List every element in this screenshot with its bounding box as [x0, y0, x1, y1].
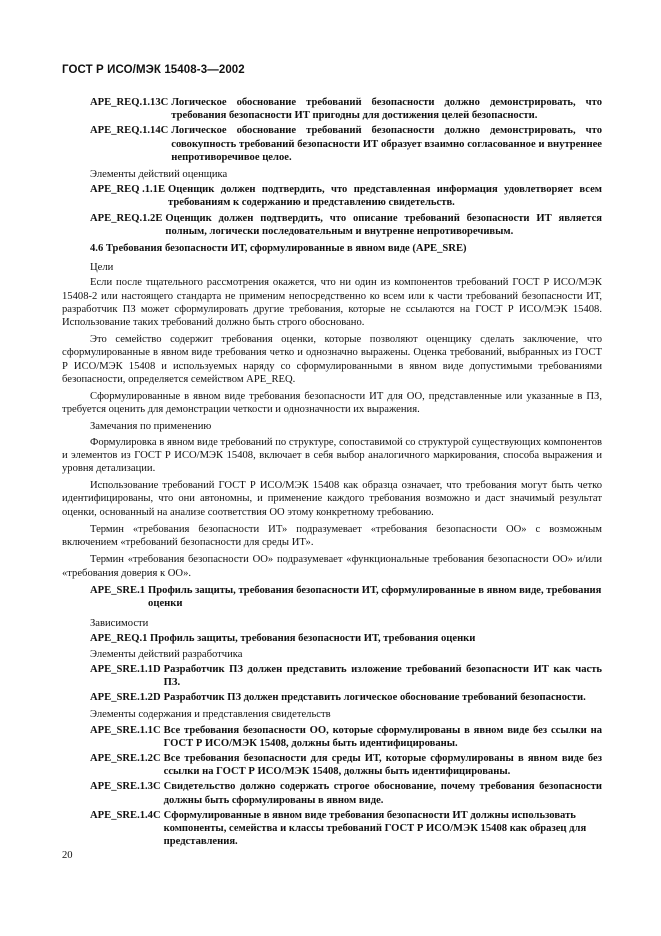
requirement-code: APE_SRE.1.1D — [90, 663, 161, 675]
paragraph: Сформулированные в явном виде требования безопасности ИТ для ОО, представленные или указанные в ПЗ, требуется оценить для демонстрации четкости и однозначности их выражения. — [62, 391, 602, 416]
subsection-label: Элементы действий разработчика — [90, 648, 243, 660]
requirement-item — [90, 663, 602, 689]
requirement-code: APE_REQ.1.13C — [90, 97, 169, 108]
requirement-text: Оценщик должен подтвердить, что описание требований безопасности ИТ является полным, логически последовательным и внутренне непротиворечивым. — [165, 212, 602, 237]
requirement-text: Все требования безопасности ОО, которые сформулированы в явном виде без ссылки на ГОСТ Р ИСО/МЭК 15408, должны быть идентифицированы. — [163, 724, 602, 749]
requirement-text: Все требования безопасности для среды ИТ, которые сформулированы в явном виде без ссылки на ГОСТ Р ИСО/МЭК 15408, должны быть идентифицированы. — [163, 752, 602, 778]
component-heading — [90, 584, 602, 610]
paragraph: Использование требований ГОСТ Р ИСО/МЭК 15408 как образца означает, что требования могут быть четко идентифицированы, что они автономны, и применение каждого требования возможно и даст значимый результат оценки, основанный на анализе соответствия ОО этому конкретному требованию. — [62, 480, 602, 518]
requirement-text: Логическое обоснование требований безопасности должно демонстрировать, что совокупность требований безопасности ИТ образует взаимно согласованное и внутреннее непротиворечивое целое. — [171, 125, 602, 163]
subsection-label: Элементы действий оценщика — [90, 169, 228, 181]
subsection-label: Зависимости — [90, 618, 149, 630]
requirement-text: Сформулированные в явном виде требования безопасности ИТ должны использовать компоненты, семейства и классы требований ГОСТ Р ИСО/МЭК 15408 как образец для представления. — [163, 809, 587, 848]
requirement-text: Свидетельство должно содержать строгое обоснование, почему требования безопасности должны быть сформулированы в явном виде. — [163, 781, 602, 806]
requirement-code: APE_SRE.1.2D — [90, 692, 161, 704]
subsection-label: Цели — [90, 262, 114, 274]
requirement-item — [90, 96, 602, 122]
dependency-text: APE_REQ.1 Профиль защиты, требования безопасности ИТ, требования оценки — [90, 633, 476, 645]
requirement-code: APE_SRE.1.1C — [90, 724, 161, 736]
section-heading: 4.6 Требования безопасности ИТ, сформулированные в явном виде (APE_SRE) — [90, 243, 467, 255]
requirement-item — [90, 212, 602, 238]
requirement-item — [90, 124, 602, 164]
running-header: ГОСТ Р ИСО/МЭК 15408-3—2002 — [62, 64, 245, 76]
requirement-item — [90, 724, 602, 750]
requirement-code: APE_SRE.1.2C — [90, 752, 161, 764]
page-body — [62, 96, 602, 852]
paragraph: Это семейство содержит требования оценки, которые позволяют оценщику сделать заключение, что сформулированные в явном виде требования четко и однозначно выражены. Оценка требований, выбранных из ГОСТ Р ИСО/МЭК 15408 и используемых наряду со сформулированными в явном виде допустимыми требованиями безопасности, определяется семейством APE_REQ. — [62, 334, 602, 385]
paragraph: Если после тщательного рассмотрения окажется, что ни один из компонентов требований ГОСТ Р ИСО/МЭК 15408-2 или настоящего стандарта не применим непосредственно ко всем или к части требований безопасности ИТ, разработчик ПЗ может сформулировать другие требования, которые не ссылаются на ГОСТ Р ИСО/МЭК 15408. Использование таких требований должно быть строго обосновано. — [62, 277, 602, 329]
requirement-text: Оценщик должен подтвердить, что представленная информация удовлетворяет всем требованиям к содержанию и представлению свидетельств. — [168, 184, 602, 209]
requirement-code: APE_REQ .1.1E — [90, 184, 166, 196]
subsection-label: Элементы содержания и представления свидетельств — [90, 709, 331, 721]
page-number: 20 — [62, 850, 73, 861]
component-title: Профиль защиты, требования безопасности ИТ, сформулированные в явном виде, требования оценки — [148, 584, 602, 609]
requirement-text: Разработчик ПЗ должен представить изложение требований безопасности ИТ как часть ПЗ. — [163, 663, 602, 688]
requirement-item — [90, 809, 602, 849]
subsection-label: Замечания по применению — [90, 421, 212, 433]
requirement-code: APE_REQ.1.14C — [90, 125, 169, 137]
requirement-text: Разработчик ПЗ должен представить логическое обоснование требований безопасности. — [163, 692, 586, 704]
requirement-item — [90, 780, 602, 806]
paragraph: Формулировка в явном виде требований по структуре, сопоставимой со структурой существующих компонентов и элементов из ГОСТ Р ИСО/МЭК 15408, включает в себя выбор аналогичного маркирования, способа выражения и уровня детализации. — [62, 436, 602, 475]
requirement-code: APE_SRE.1.4C — [90, 809, 161, 821]
requirement-item — [90, 183, 602, 209]
requirement-code: APE_SRE.1.3C — [90, 781, 161, 793]
requirement-text: Логическое обоснование требований безопасности должно демонстрировать, что требования безопасности ИТ пригодны для достижения целей безопасности. — [171, 97, 602, 122]
component-code: APE_SRE.1 — [90, 584, 146, 596]
requirement-code: APE_REQ.1.2E — [90, 212, 163, 224]
requirement-item — [90, 752, 602, 778]
requirement-item — [90, 691, 602, 704]
paragraph: Термин «требования безопасности ИТ» подразумевает «требования безопасности ОО» с возможным включением «требований безопасности для среды ИТ». — [62, 523, 602, 549]
paragraph: Термин «требования безопасности ОО» подразумевает «функциональные требования безопасности ОО» и/или «требования доверия к ОО». — [62, 554, 602, 579]
